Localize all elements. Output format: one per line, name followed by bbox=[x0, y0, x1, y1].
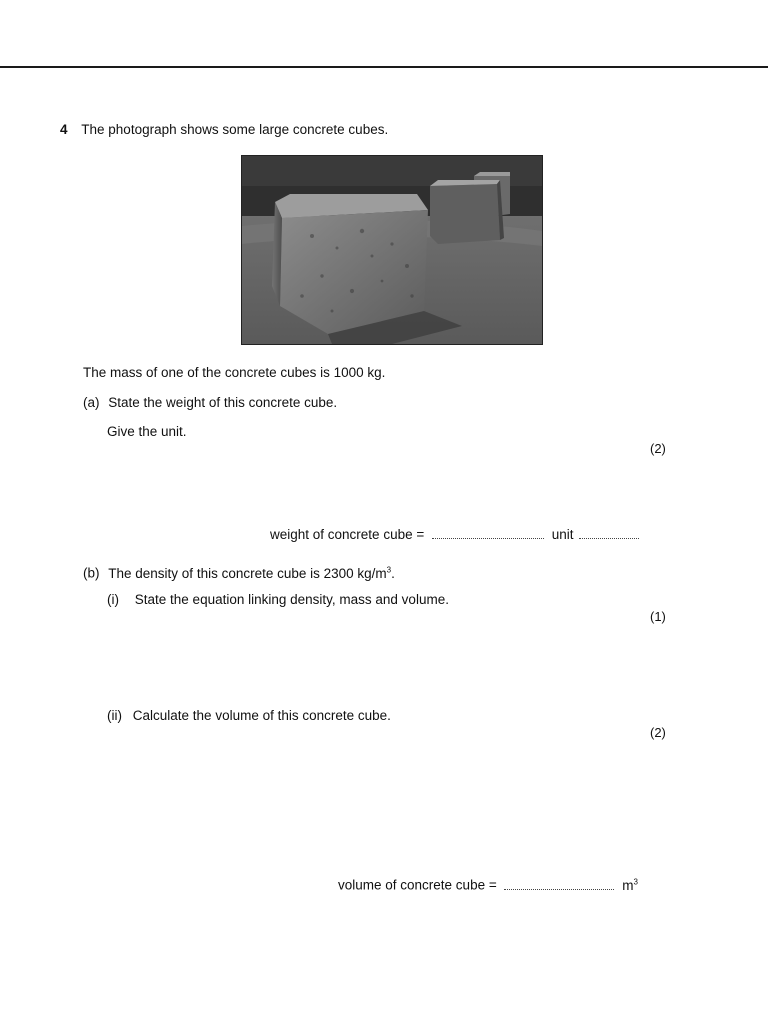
part-b-text-sup: 3 bbox=[386, 565, 392, 574]
mass-statement: The mass of one of the concrete cubes is 1000 kg. bbox=[83, 365, 386, 380]
volume-unit-sup: 3 bbox=[633, 877, 638, 886]
part-a bbox=[83, 394, 337, 412]
part-b-label: (b) bbox=[83, 565, 100, 581]
question-number: 4 bbox=[60, 122, 68, 137]
question-4 bbox=[60, 121, 388, 139]
part-b bbox=[83, 561, 395, 583]
part-b-i-label: (i) bbox=[107, 592, 119, 607]
volume-unit-base: m bbox=[622, 877, 634, 893]
weight-answer-line bbox=[270, 526, 639, 544]
part-b-text-suffix: . bbox=[391, 565, 395, 581]
weight-answer-field[interactable] bbox=[432, 528, 544, 539]
volume-unit bbox=[622, 878, 638, 893]
part-b-ii-text: Calculate the volume of this concrete cube. bbox=[132, 708, 391, 723]
part-b-i bbox=[107, 591, 449, 609]
part-a-marks: (2) bbox=[650, 441, 666, 456]
part-a-label: (a) bbox=[83, 395, 100, 410]
volume-answer-field[interactable] bbox=[504, 879, 614, 890]
part-a-text: State the weight of this concrete cube. bbox=[108, 395, 338, 410]
part-b-text-main: The density of this concrete cube is 2300 kg/m bbox=[108, 565, 387, 581]
part-b-ii-marks: (2) bbox=[650, 725, 666, 740]
photo-illustration bbox=[242, 156, 542, 344]
part-a-subtext: Give the unit. bbox=[107, 424, 187, 439]
part-b-i-text: State the equation linking density, mass and volume. bbox=[134, 592, 449, 607]
weight-answer-label: weight of concrete cube = bbox=[270, 527, 425, 542]
part-b-i-marks: (1) bbox=[650, 609, 666, 624]
part-b-ii-label: (ii) bbox=[107, 708, 122, 723]
unit-label: unit bbox=[551, 527, 574, 542]
volume-answer-line bbox=[338, 873, 638, 895]
question-intro: The photograph shows some large concrete cubes. bbox=[81, 122, 389, 137]
unit-answer-field[interactable] bbox=[579, 528, 639, 539]
header-rule bbox=[0, 66, 768, 68]
volume-answer-label: volume of concrete cube = bbox=[338, 877, 497, 893]
part-b-ii bbox=[107, 707, 391, 725]
concrete-cubes-photo bbox=[241, 155, 543, 345]
part-b-text bbox=[108, 566, 395, 581]
